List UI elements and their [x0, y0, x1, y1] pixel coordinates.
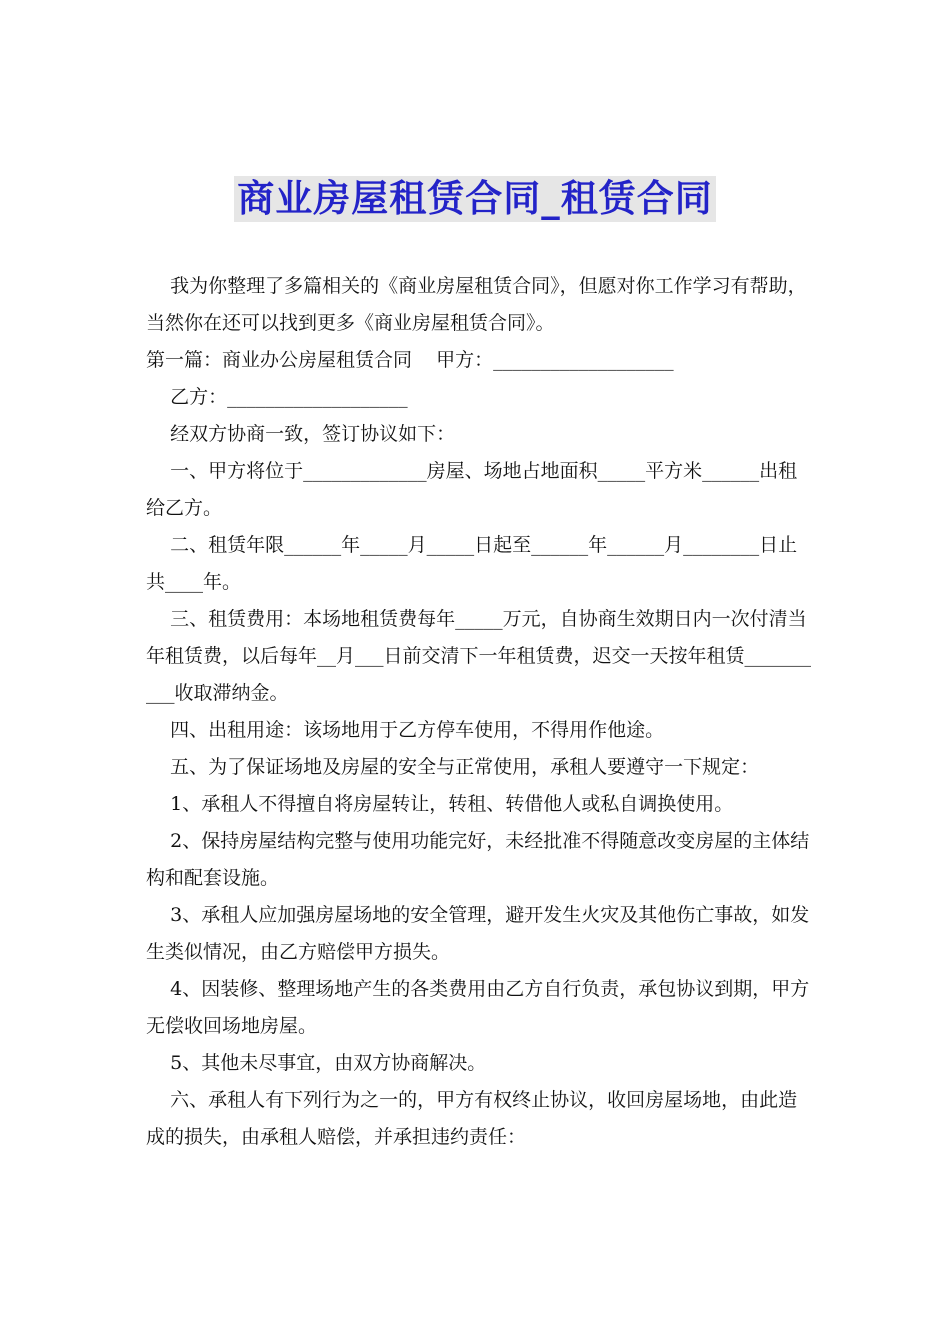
- clause-4: 四、出租用途：该场地用于乙方停车使用，不得用作他途。: [146, 719, 665, 741]
- rule-4: 4、因装修、整理场地产生的各类费用由乙方自行负责，承包协议到期，甲方无偿收回场地房屋。: [146, 978, 810, 1037]
- title-container: [0, 176, 950, 222]
- clause-5: 五、为了保证场地及房屋的安全与正常使用，承租人要遵守一下规定：: [146, 756, 760, 778]
- document-title: 商业房屋租赁合同_租赁合同: [234, 176, 716, 222]
- rule-5: 5、其他未尽事宜，由双方协商解决。: [146, 1052, 487, 1074]
- rule-2: 2、保持房屋结构完整与使用功能完好，未经批准不得随意改变房屋的主体结构和配套设施。: [146, 830, 810, 889]
- rule-3: 3、承租人应加强房屋场地的安全管理，避开发生火灾及其他伤亡事故，如发生类似情况，由乙方赔偿甲方损失。: [146, 904, 810, 963]
- clause-3: 三、租赁费用：本场地租赁费每年_____万元，自协商生效期日内一次付清当年租赁费，以后每年__月___日前交清下一年租赁费，迟交一天按年租赁__________收取滞纳金。: [146, 608, 812, 704]
- party-b-line: 乙方：___________________: [146, 386, 408, 408]
- agreement-intro: 经双方协商一致，签订协议如下：: [146, 423, 456, 445]
- clause-1: 一、甲方将位于_____________房屋、场地占地面积_____平方米______出租给乙方。: [146, 460, 798, 519]
- rule-1: 1、承租人不得擅自将房屋转让，转租、转借他人或私自调换使用。: [146, 793, 734, 815]
- clause-6: 六、承租人有下列行为之一的，甲方有权终止协议，收回房屋场地，由此造成的损失，由承租人赔偿，并承担违约责任：: [146, 1089, 798, 1148]
- document-body: [146, 268, 814, 1156]
- intro-paragraph: 我为你整理了多篇相关的《商业房屋租赁合同》，但愿对你工作学习有帮助，当然你在还可以找到更多《商业房屋租赁合同》。: [146, 275, 807, 334]
- clause-2: 二、租赁年限______年_____月_____日起至______年______月________日止共____年。: [146, 534, 798, 593]
- section-heading-1: 第一篇：商业办公房屋租赁合同 甲方：___________________: [146, 349, 674, 371]
